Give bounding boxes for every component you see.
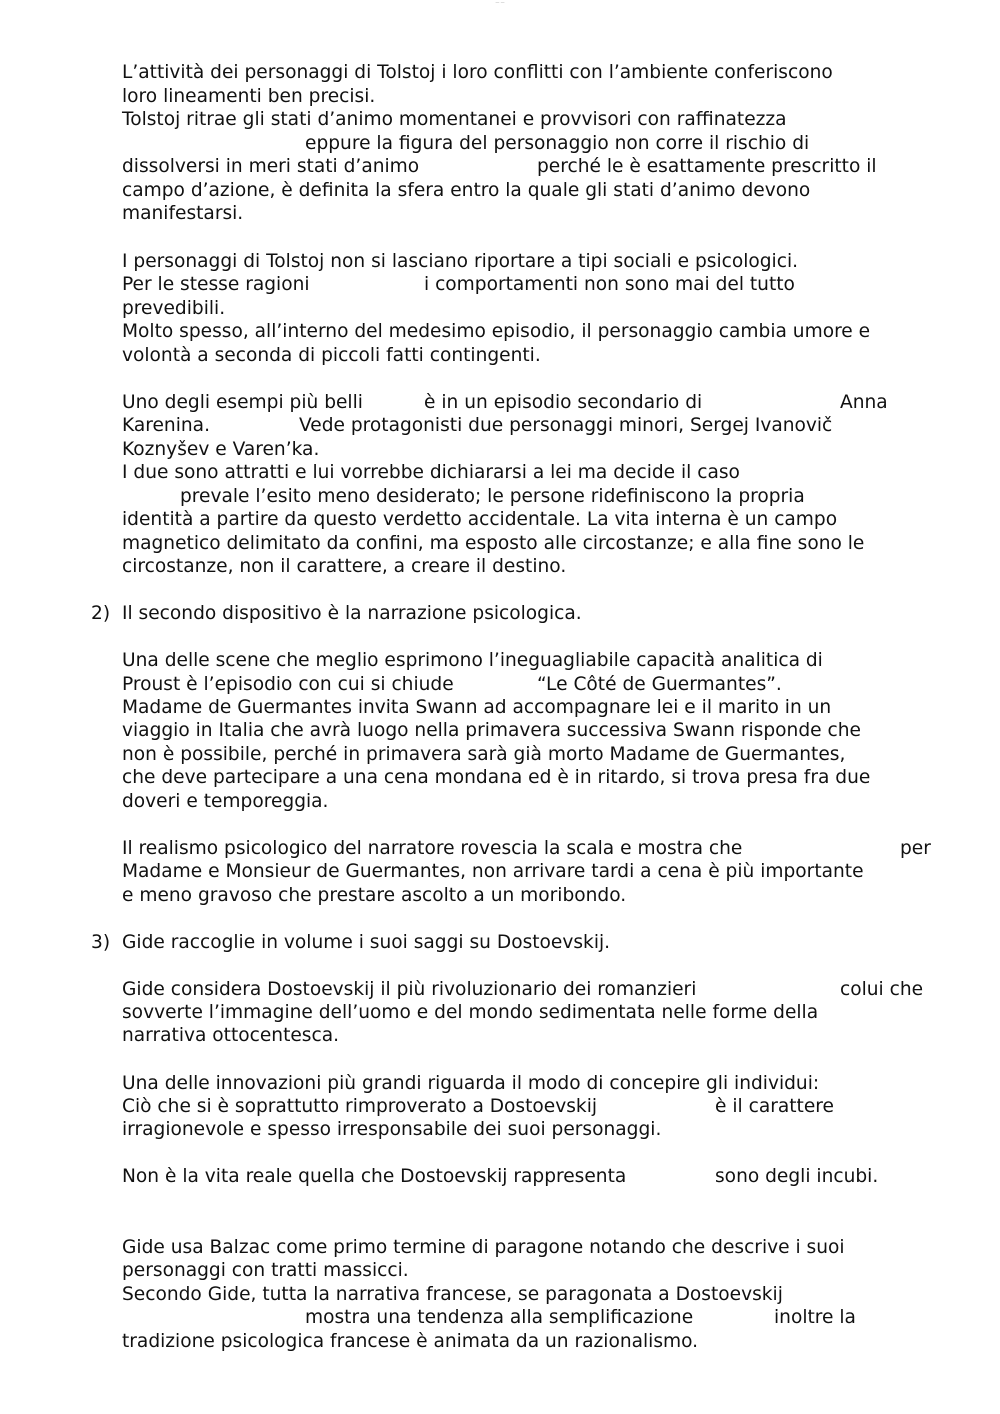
text-segment: Gide usa Balzac come primo termine di paragone notando che descrive i suoi <box>122 1237 845 1258</box>
text-segment: loro lineamenti ben precisi. <box>122 86 376 107</box>
text-segment: circostanze, non il carattere, a creare il destino. <box>122 556 567 577</box>
text-segment: irragionevole e spesso irresponsabile dei suoi personaggi. <box>122 1119 662 1140</box>
text-segment: dissolversi in meri stati d’animo <box>122 156 420 177</box>
text-line <box>0 1095 1000 1119</box>
text-line <box>0 1330 1000 1354</box>
text-line <box>0 461 1000 485</box>
text-line <box>0 320 1000 344</box>
text-segment: L’attività dei personaggi di Tolstoj i loro conflitti con l’ambiente conferiscono <box>122 62 833 83</box>
text-line <box>0 1001 1000 1025</box>
text-line <box>0 1072 1000 1096</box>
text-line <box>0 837 1000 861</box>
text-segment: I personaggi di Tolstoj non si lasciano riportare a tipi sociali e psicologici. <box>122 251 799 272</box>
text-line <box>0 555 1000 579</box>
text-line <box>0 931 1000 955</box>
text-line <box>0 250 1000 274</box>
text-segment: inoltre la <box>774 1307 856 1328</box>
text-line <box>0 438 1000 462</box>
text-segment: è il carattere <box>715 1096 834 1117</box>
text-segment: Tolstoj ritrae gli stati d’animo momentanei e provvisori con raffinatezza <box>122 109 787 130</box>
text-line <box>0 132 1000 156</box>
text-segment: non è possibile, perché in primavera sarà già morto Madame de Guermantes, <box>122 744 846 765</box>
list-number: 3) <box>91 932 111 953</box>
text-line <box>0 884 1000 908</box>
text-segment: Secondo Gide, tutta la narrativa francese, se paragonata a Dostoevskij <box>122 1284 783 1305</box>
text-line <box>0 978 1000 1002</box>
text-segment: Uno degli esempi più belli <box>122 392 363 413</box>
text-line <box>0 508 1000 532</box>
text-line <box>0 61 1000 85</box>
text-segment: viaggio in Italia che avrà luogo nella primavera successiva Swann risponde che <box>122 720 861 741</box>
text-line <box>0 155 1000 179</box>
text-segment: Molto spesso, all’interno del medesimo episodio, il personaggio cambia umore e <box>122 321 871 342</box>
text-segment: sovverte l’immagine dell’uomo e del mondo sedimentata nelle forme della <box>122 1002 819 1023</box>
text-segment: Karenina. <box>122 415 210 436</box>
text-line <box>0 179 1000 203</box>
text-segment: Koznyšev e Varen’ka. <box>122 439 320 460</box>
text-line <box>0 673 1000 697</box>
text-segment: Madame e Monsieur de Guermantes, non arrivare tardi a cena è più importante <box>122 861 864 882</box>
text-segment: “Le Côté de Guermantes”. <box>537 674 782 695</box>
text-segment: campo d’azione, è definita la sfera entro la quale gli stati d’animo devono <box>122 180 811 201</box>
text-line <box>0 108 1000 132</box>
text-line <box>0 719 1000 743</box>
text-line <box>0 273 1000 297</box>
text-line <box>0 1283 1000 1307</box>
text-line <box>0 1118 1000 1142</box>
text-segment: Per le stesse ragioni <box>122 274 310 295</box>
text-segment: manifestarsi. <box>122 203 244 224</box>
text-segment: Una delle scene che meglio esprimono l’ineguagliabile capacità analitica di <box>122 650 823 671</box>
text-line <box>0 414 1000 438</box>
text-segment: personaggi con tratti massicci. <box>122 1260 409 1281</box>
text-line <box>0 1024 1000 1048</box>
text-segment: magnetico delimitato da confini, ma esposto alle circostanze; e alla fine sono le <box>122 533 865 554</box>
text-line <box>0 344 1000 368</box>
text-line <box>0 1306 1000 1330</box>
text-line <box>0 1259 1000 1283</box>
text-segment: Non è la vita reale quella che Dostoevskij rappresenta <box>122 1166 627 1187</box>
text-segment: per <box>900 838 931 859</box>
text-line <box>0 532 1000 556</box>
text-segment: identità a partire da questo verdetto accidentale. La vita interna è un campo <box>122 509 838 530</box>
text-segment: Il realismo psicologico del narratore rovescia la scala e mostra che <box>122 838 743 859</box>
text-line <box>0 766 1000 790</box>
text-segment: Una delle innovazioni più grandi riguarda il modo di concepire gli individui: <box>122 1073 820 1094</box>
text-segment: colui che <box>840 979 924 1000</box>
text-segment: tradizione psicologica francese è animata da un razionalismo. <box>122 1331 699 1352</box>
text-line <box>0 1165 1000 1189</box>
text-segment: i comportamenti non sono mai del tutto <box>424 274 795 295</box>
text-line <box>0 202 1000 226</box>
list-number: 2) <box>91 603 111 624</box>
text-segment: Vede protagonisti due personaggi minori, Sergej Ivanovič <box>299 415 833 436</box>
text-segment: Gide raccoglie in volume i suoi saggi su Dostoevskij. <box>122 932 611 953</box>
text-line <box>0 391 1000 415</box>
text-line <box>0 743 1000 767</box>
text-segment: prevedibili. <box>122 298 226 319</box>
text-segment: Ciò che si è soprattutto rimproverato a Dostoevskij <box>122 1096 598 1117</box>
text-line <box>0 297 1000 321</box>
text-line <box>0 485 1000 509</box>
text-line <box>0 602 1000 626</box>
text-segment: Anna <box>840 392 888 413</box>
text-segment: doveri e temporeggia. <box>122 791 329 812</box>
text-line <box>0 696 1000 720</box>
text-segment: narrativa ottocentesca. <box>122 1025 340 1046</box>
text-segment: mostra una tendenza alla semplificazione <box>305 1307 694 1328</box>
text-segment: prevale l’esito meno desiderato; le persone ridefiniscono la propria <box>180 486 805 507</box>
text-segment: che deve partecipare a una cena mondana ed è in ritardo, si trova presa fra due <box>122 767 871 788</box>
text-line <box>0 85 1000 109</box>
text-segment: eppure la figura del personaggio non corre il rischio di <box>305 133 810 154</box>
text-line <box>0 649 1000 673</box>
text-segment: Gide considera Dostoevskij il più rivoluzionario dei romanzieri <box>122 979 697 1000</box>
text-segment: Proust è l’episodio con cui si chiude <box>122 674 454 695</box>
text-segment: Madame de Guermantes invita Swann ad accompagnare lei e il marito in un <box>122 697 832 718</box>
text-line <box>0 790 1000 814</box>
page-header-mark: — — <box>495 0 505 5</box>
text-segment: Il secondo dispositivo è la narrazione psicologica. <box>122 603 582 624</box>
text-segment: è in un episodio secondario di <box>424 392 703 413</box>
text-segment: perché le è esattamente prescritto il <box>537 156 877 177</box>
text-segment: sono degli incubi. <box>715 1166 879 1187</box>
text-segment: volontà a seconda di piccoli fatti contingenti. <box>122 345 541 366</box>
text-segment: I due sono attratti e lui vorrebbe dichiararsi a lei ma decide il caso <box>122 462 740 483</box>
text-line <box>0 860 1000 884</box>
text-segment: e meno gravoso che prestare ascolto a un moribondo. <box>122 885 627 906</box>
text-line <box>0 1236 1000 1260</box>
